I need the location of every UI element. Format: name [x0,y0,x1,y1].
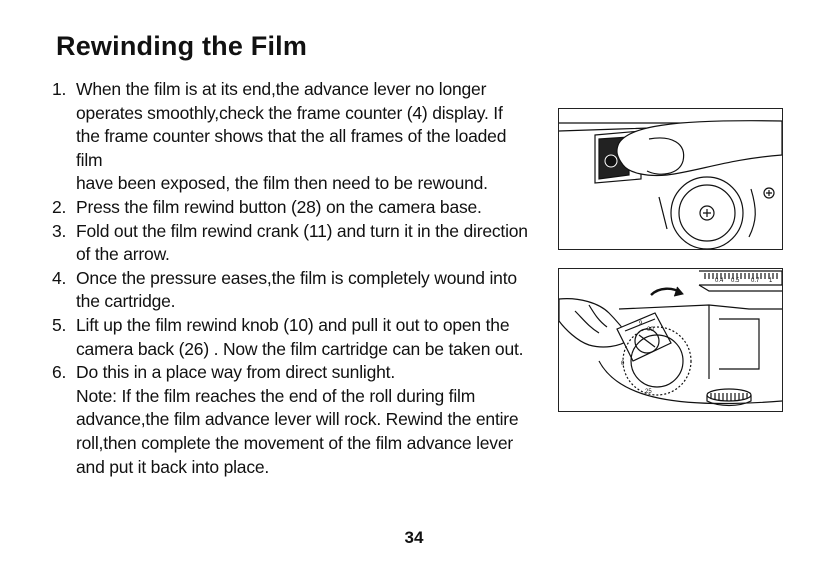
step-line: have been exposed, the film then need to be rewound. [76,173,488,194]
step-4 [52,267,534,314]
step-6 [52,361,534,479]
instruction-list [52,78,534,479]
scale-label: 0.7 [751,278,760,284]
scale-label: 1 [769,278,773,284]
rewind-knob-illustration [559,269,782,411]
step-line: When the film is at its end,the advance lever no longer [76,79,487,99]
step-2 [52,196,534,220]
step-line: Once the pressure eases,the film is completely wound into [76,267,517,288]
page-title: Rewinding the Film [56,31,308,61]
step-number: 4. [52,267,67,288]
step-1 [52,78,534,196]
step-line: camera back (26) . Now the film cartridge can be taken out. [76,338,524,359]
dial-label: 9 [639,321,643,327]
step-number: 2. [52,196,67,217]
note-line: and put it back into place. [76,456,270,477]
step-3 [52,220,534,267]
step-5 [52,314,534,361]
page-number: 34 [404,528,424,547]
dial-label: 25 [645,389,652,395]
step-number: 6. [52,362,67,383]
scale-label: 0.4 [715,278,724,284]
step-line: the frame counter shows that the all frames of the loaded film [76,126,507,170]
note-line: roll,then complete the movement of the film advance lever [76,432,514,453]
step-line: Fold out the film rewind crank (11) and turn it in the direction [76,220,528,241]
step-line: Press the film rewind button (28) on the camera base. [76,196,482,217]
figure-rewind-knob [558,268,783,412]
step-text [76,314,534,361]
dial-label: 00 [647,327,654,333]
step-text [76,361,534,479]
dial-label: 0 [621,361,625,367]
step-text [76,196,534,220]
step-text [76,78,534,196]
step-number: 3. [52,220,67,241]
note-line: Note: If the film reaches the end of the roll during film [76,385,476,406]
step-text [76,220,534,267]
step-line: operates smoothly,check the frame counter (4) display. If [76,102,503,123]
scale-label: 0.5 [731,278,740,284]
rewind-button-illustration [559,109,782,249]
step-line: of the arrow. [76,244,170,265]
step-line: Lift up the film rewind knob (10) and pull it out to open the [76,314,510,335]
figure-rewind-button [558,108,783,250]
step-number: 1. [52,79,67,99]
note-line: advance,the film advance lever will rock. Rewind the entire [76,409,519,430]
step-line: the cartridge. [76,291,176,312]
step-number: 5. [52,314,67,335]
step-line: Do this in a place way from direct sunlight. [76,362,395,383]
step-text [76,267,534,314]
